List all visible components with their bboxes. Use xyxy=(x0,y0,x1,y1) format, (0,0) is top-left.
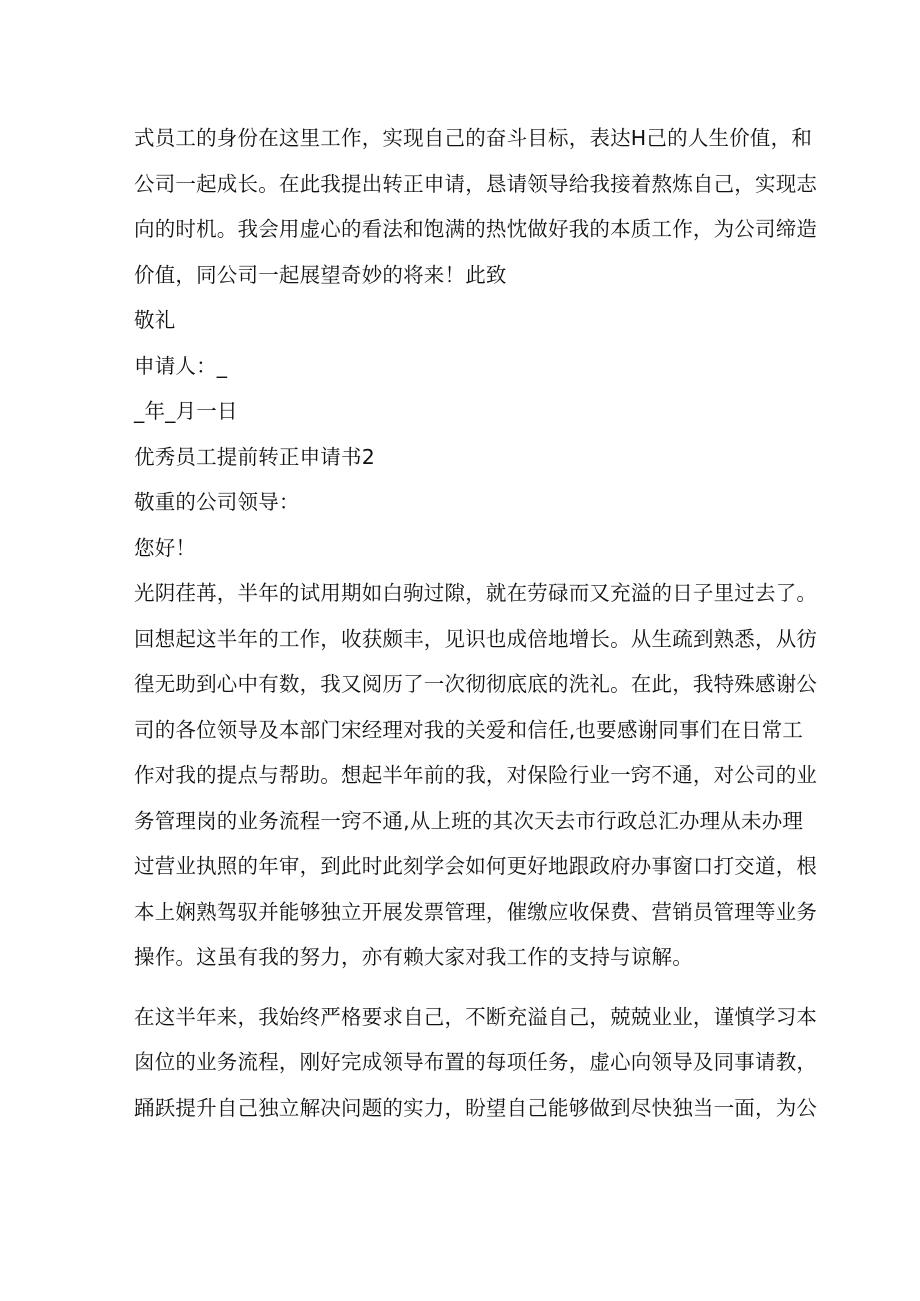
text-line: 本上娴熟驾驭并能够独立开展发票管理，催缴应收保费、营销员管理等业务 xyxy=(134,899,818,924)
document-body xyxy=(134,116,818,1131)
closing-line: 敬礼 xyxy=(134,308,176,332)
text-line: 价值，同公司一起展望奇妙的将来！此致 xyxy=(134,262,507,287)
text-line: 作对我的提点与帮助。想起半年前的我，对保险行业一窍不通，对公司的业 xyxy=(134,763,818,787)
body-paragraph-2 xyxy=(134,995,818,1132)
greeting: 您好！ xyxy=(134,535,197,560)
text-line: 光阴荏苒，半年的试用期如白驹过隙，就在劳碌而又充溢的日子里过去了。 xyxy=(134,581,818,605)
text-line: 囱位的业务流程，刚好完成领导布置的每项任务，虚心向领导及同事请教， xyxy=(134,1050,818,1074)
text-line: 徨无助到心中有数，我又阅历了一次彻彻底底的洗礼。在此，我特殊感谢公 xyxy=(134,672,818,696)
text-line: 操作。这虽有我的努力，亦有赖大家对我工作的支持与谅解。 xyxy=(134,945,693,969)
text-line: 在这半年来，我始终严格要求自己，不断充溢自己，兢兢业业，谨慎学习本 xyxy=(134,1004,818,1029)
text-line: 踊跃提升自己独立解决问题的实力，盼望自己能够做到尽快独当一面，为公 xyxy=(134,1095,818,1120)
text-line: 公司一起成长。在此我提出转正申请，恳请领导给我接着熬炼自己，实现志 xyxy=(134,171,818,196)
applicant-line: 申请人：_ xyxy=(134,353,228,378)
date-line: _年_月一日 xyxy=(134,399,238,423)
text-line: 过营业执照的年审，到此时此刻学会如何更好地跟政府办事窗口打交道，根 xyxy=(134,854,818,878)
intro-paragraph xyxy=(134,116,818,298)
text-line: 式员工的身份在这里工作，实现自己的奋斗目标，表达H己的人生价值，和 xyxy=(134,126,813,150)
salutation: 敬重的公司领导： xyxy=(134,490,300,514)
section-title: 优秀员工提前转正申请书2 xyxy=(134,444,375,469)
text-line: 向的时机。我会用虚心的看法和饱满的热忱做好我的本质工作，为公司缔造 xyxy=(134,217,818,241)
body-paragraph-1 xyxy=(134,571,818,981)
text-line: 司的各位领导及本部门宋经理对我的关爱和信任,也要感谢同事们在日常工 xyxy=(134,717,804,742)
text-line: 务管理岗的业务流程一窍不通,从上班的其次天去市行政总汇办理从未办理 xyxy=(134,808,804,833)
text-line: 回想起这半年的工作，收获颇丰，见识也成倍地增长。从生疏到熟悉，从彷 xyxy=(134,626,818,651)
